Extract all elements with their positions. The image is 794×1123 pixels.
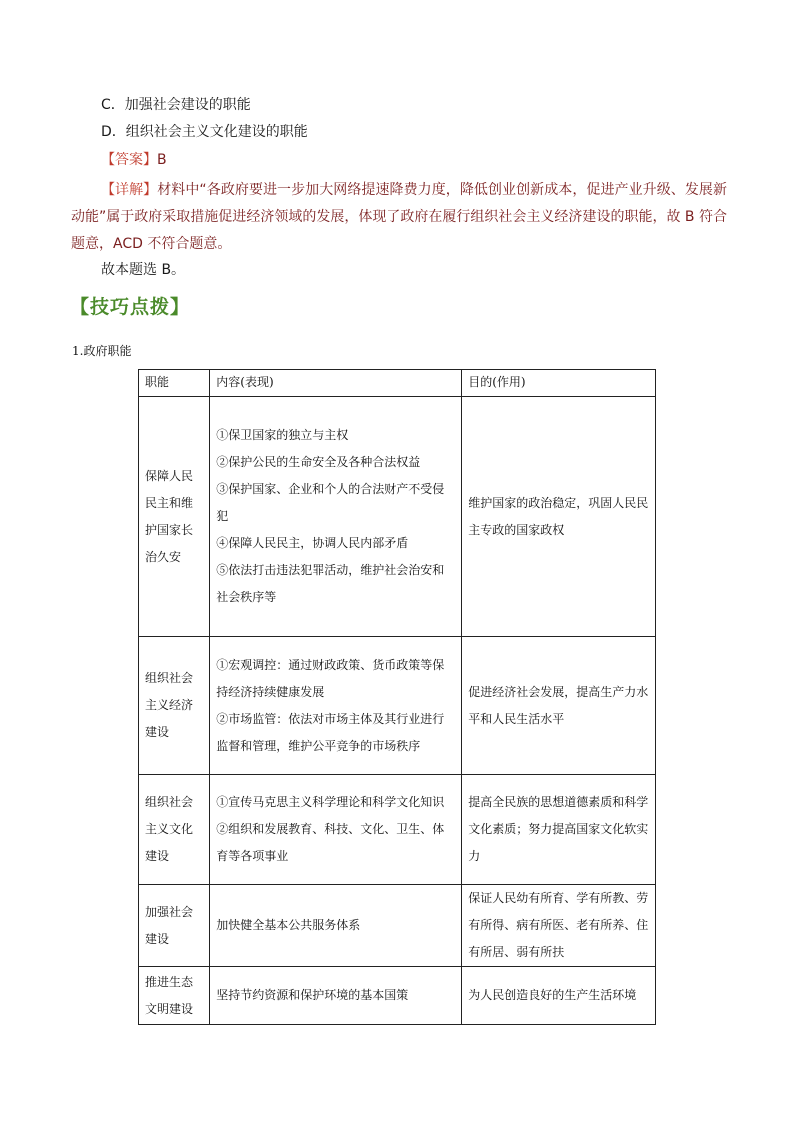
cell-content-line: ①宏观调控：通过财政政策、货币政策等保持经济持续健康发展 bbox=[216, 657, 445, 699]
cell-content bbox=[210, 397, 462, 637]
cell-purpose bbox=[462, 637, 656, 775]
table-header-row bbox=[139, 370, 656, 397]
cell-content-line: ④保障人民民主，协调人民内部矛盾 bbox=[216, 536, 409, 550]
cell-function bbox=[139, 397, 210, 637]
cell-content-line: ②组织和发展教育、科技、文化、卫生、体育等各项事业 bbox=[216, 822, 445, 863]
table-row bbox=[139, 397, 656, 637]
cell-function-line: 推进生态文明建设 bbox=[145, 974, 194, 1016]
cell-content-line: ⑤依法打击违法犯罪活动，维护社会治安和社会秩序等 bbox=[216, 563, 445, 604]
section-heading: 【技巧点拨】 bbox=[70, 296, 191, 318]
cell-content-line: 加快健全基本公共服务体系 bbox=[216, 918, 361, 932]
conclusion-line: 故本题选 B。 bbox=[101, 262, 186, 278]
cell-purpose bbox=[462, 775, 656, 885]
detail-text: 材料中“各政府要进一步加大网络提速降费力度，降低创业创新成本，促进产业升级、发展新动能”属于政府采取措施促进经济领域的发展，体现了政府在履行组织社会主义经济建设的职能，故 B 符合题意，ACD 不符合题意。 bbox=[71, 182, 727, 252]
detail-label: 【详解】 bbox=[101, 182, 158, 198]
header-function: 职能 bbox=[139, 370, 210, 397]
cell-content-line: 坚持节约资源和保护环境的基本国策 bbox=[216, 988, 409, 1002]
cell-content-line: ①保卫国家的独立与主权 bbox=[216, 428, 349, 442]
answer-label: 【答案】 bbox=[101, 152, 157, 168]
cell-purpose-line: 提高全民族的思想道德素质和科学文化素质；努力提高国家文化软实力 bbox=[468, 795, 649, 863]
cell-purpose-line: 保证人民幼有所育、学有所教、劳有所得、病有所医、老有所养、住有所居、弱有所扶 bbox=[468, 891, 649, 959]
table-row bbox=[139, 637, 656, 775]
cell-purpose bbox=[462, 397, 656, 637]
table-subtitle: 1.政府职能 bbox=[72, 344, 132, 358]
cell-content-line: ①宣传马克思主义科学理论和科学文化知识 bbox=[216, 795, 445, 809]
cell-purpose-line: 促进经济社会发展，提高生产力水平和人民生活水平 bbox=[468, 684, 649, 726]
answer-value: B bbox=[157, 152, 167, 168]
cell-function-line: 保障人民民主和维护国家长治久安 bbox=[145, 468, 194, 564]
option-d: D．组织社会主义文化建设的职能 bbox=[101, 124, 308, 140]
answer-line bbox=[101, 150, 167, 170]
cell-content-line: ③保护国家、企业和个人的合法财产不受侵犯 bbox=[216, 482, 445, 523]
detail-paragraph bbox=[71, 177, 727, 258]
cell-purpose bbox=[462, 885, 656, 967]
cell-content bbox=[210, 885, 462, 967]
cell-purpose bbox=[462, 967, 656, 1025]
cell-function bbox=[139, 885, 210, 967]
cell-purpose-line: 维护国家的政治稳定，巩固人民民主专政的国家政权 bbox=[468, 495, 649, 537]
government-functions-table bbox=[138, 369, 656, 1025]
cell-function-line: 组织社会主义文化建设 bbox=[145, 795, 194, 863]
cell-content-line: ②保护公民的生命安全及各种合法权益 bbox=[216, 455, 421, 469]
cell-content-line: ②市场监管：依法对市场主体及其行业进行监督和管理，维护公平竞争的市场秩序 bbox=[216, 711, 445, 753]
cell-function bbox=[139, 967, 210, 1025]
table-body bbox=[139, 397, 656, 1025]
cell-function bbox=[139, 637, 210, 775]
cell-content bbox=[210, 775, 462, 885]
option-c: C．加强社会建设的职能 bbox=[101, 97, 251, 113]
cell-function-line: 加强社会建设 bbox=[145, 904, 194, 946]
cell-content bbox=[210, 967, 462, 1025]
cell-function-line: 组织社会主义经济建设 bbox=[145, 671, 194, 739]
cell-function bbox=[139, 775, 210, 885]
table-row bbox=[139, 775, 656, 885]
header-content: 内容(表现) bbox=[210, 370, 462, 397]
header-purpose: 目的(作用) bbox=[462, 370, 656, 397]
cell-content bbox=[210, 637, 462, 775]
table-row bbox=[139, 885, 656, 967]
cell-purpose-line: 为人民创造良好的生产生活环境 bbox=[468, 988, 637, 1002]
table-row bbox=[139, 967, 656, 1025]
